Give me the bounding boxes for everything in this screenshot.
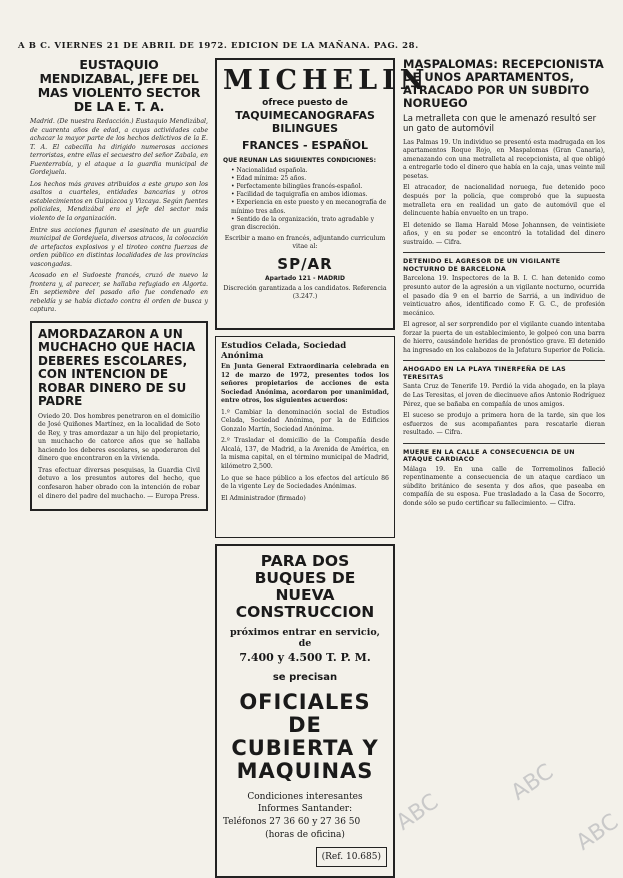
ad-condition-item: • Nacionalidad española.	[231, 167, 308, 175]
ad-footer: Discreción garantizada a los candidatos. Referencia (3.247.)	[223, 284, 387, 301]
article-mendizabal	[30, 58, 208, 315]
notice-title: Estudios Celada, Sociedad Anónima	[221, 341, 347, 361]
article-paragraph: Acosado en el Sudoeste francés, cruzó de nuevo la frontera y, al parecer, se hallaba refugiado en Algorta. En septiembre del pasado año fue condenado en rebeldía y se había dictado contra él orden de busca y captura.	[30, 272, 208, 314]
ad-address: Apartado 121 - MADRID	[265, 274, 345, 282]
headline-mendizabal: EUSTAQUIO MENDIZABAL, JEFE DEL MAS VIOLENTO SECTOR DE LA E. T. A.	[37, 57, 201, 114]
headline-ataque-cardiaco: MUERE EN LA CALLE A CONSECUENCIA DE UN ATAQUE CARDIACO	[403, 448, 575, 464]
article-paragraph: El atracador, de nacionalidad noruega, fue detenido poco después por la policía, que comprobó que la supuesta metralleta era en realidad un gato de automóvil que el delincuente había envuelto en un trapo.	[403, 184, 605, 218]
ad-condition-item: • Facilidad de taquigrafía en ambos idiomas.	[231, 191, 368, 199]
ad-instructions: Escribir a mano en francés, adjuntando curriculum vitae al:	[224, 234, 386, 251]
michelin-logo: MICHELIN	[223, 65, 430, 96]
ad-michelin	[215, 58, 430, 330]
ad-languages: FRANCES - ESPAÑOL	[241, 139, 368, 153]
article-amordazaron	[30, 321, 208, 511]
ad-tonnage: 7.400 y 4.500 T. P. M.	[239, 651, 371, 665]
ad-conditions-heading: QUE REUNAN LAS SIGUIENTES CONDICIONES:	[223, 157, 377, 165]
divider	[403, 443, 605, 444]
article-maspalomas	[403, 58, 605, 247]
notice-paragraph: En Junta General Extraordinaria celebrada en 12 de marzo de 1972, presentes todos los señores propietarios de acciones de esta Sociedad Anónima, acordaron por unanimidad, entre otros, los siguientes acuerdos:	[221, 363, 389, 405]
article-paragraph: Los hechos más graves atribuidos a este grupo son los asaltos a cuarteles, entidades bancarias y otros establecimientos en Guipúzcoa y Vizcaya. Según fuentes policiales, Mendizábal era el jefe del sector más violento de la organización.	[30, 180, 208, 223]
article-lead: La metralleta con que le amenazó resultó ser un gato de automóvil	[403, 113, 597, 135]
ad-line: Condiciones interesantes	[247, 791, 363, 802]
ad-condition-item: • Edad mínima: 25 años.	[231, 175, 307, 183]
page-header: A B C. VIERNES 21 DE ABRIL DE 1972. EDICION DE LA MAÑANA. PAG. 28.	[18, 41, 419, 51]
column-left	[30, 58, 208, 848]
ad-line: se precisan	[272, 672, 338, 684]
article-ahogado	[403, 366, 605, 437]
ad-line: ofrece puesto de	[262, 98, 348, 108]
article-paragraph: Madrid. (De nuestra Redacción.) Eustaquio Mendizábal, de cuarenta años de edad, a cuyas actividades cabe achacar la mayor parte de los hechos delictivos de la E. T. A. El cabecilla ha dirigido numerosas acciones terroristas, entre ellas el secuestro del señor Zabala, en Fuenterrabía, y el ataque a la guardia municipal de Gordejuela.	[30, 118, 208, 177]
notice-estudios-celada	[215, 336, 395, 538]
article-paragraph: Málaga 19. En una calle de Torremolinos falleció repentinamente a consecuencia de un ataque cardíaco un súbdito británico de sesenta y dos años, que paseaba en compañía de su esposa. Fue trasladado a la Casa de Socorro, donde sólo se pudo certificar su fallecimiento. — Cifra.	[403, 465, 605, 507]
article-paragraph: Oviedo 20. Dos hombres penetraron en el domicilio de José Quiñones Martínez, en la localidad de Soto de Rey, y tras amordazar a un hijo del propietario, un muchacho de catorce años que se hallaba haciendo los deberes escolares, se apoderaron del dinero que encontraron en la vivienda.	[38, 412, 200, 463]
headline-vigilante: DETENIDO EL AGRESOR DE UN VIGILANTE NOCTURNO DE BARCELONA	[403, 258, 561, 273]
notice-signature: El Administrador (firmado)	[221, 494, 306, 502]
ad-line: próximos entrar en servicio, de	[230, 627, 380, 650]
article-paragraph: El agresor, al ser sorprendido por el vigilante cuando intentaba forzar la puerta de un establecimiento, le golpeó con una barra de hierro, causándole heridas de pronóstico grave. El detenido ha ingresado en los calabozos de la Jefatura Superior de Policía.	[403, 321, 605, 354]
column-right	[403, 58, 605, 848]
notice-paragraph: 2.º Trasladar el domicilio de la Compañía desde Alcalá, 137, de Madrid, a la Avenida de América, en la misma capital, en el término municipal de Madrid, kilómetro 2,500.	[221, 437, 389, 471]
ad-condition-item: • Perfectamente bilingües francés-español.	[231, 183, 363, 191]
ad-condition-item: • Experiencia en este puesto y en mecanografía de mínimo tres años.	[231, 199, 387, 215]
article-paragraph: Barcelona 19. Inspectores de la B. I. C. han detenido como presunto autor de la agresión a un vigilante nocturno, ocurrida el pasado día 9 en el barrio de Sarriá, a un individuo de veinticuatro años, identificado como F. G. C., de profesión mecánico.	[403, 275, 605, 317]
article-paragraph: Tras efectuar diversas pesquisas, la Guardia Civil detuvo a los presuntos autores del hecho, que confesaron haber obrado con la intención de robar el dinero del padre del muchacho. — Europa Press.	[38, 466, 200, 500]
abc-watermark: ABC	[506, 759, 559, 806]
ad-line: (horas de oficina)	[265, 829, 345, 840]
article-paragraph: Santa Cruz de Tenerife 19. Perdió la vida ahogado, en la playa de Las Teresitas, el joven de diecinueve años Antonio Rodríguez Pérez, que se bañaba en compañía de unos amigos.	[403, 383, 605, 408]
abc-watermark: ABC	[391, 789, 444, 836]
abc-watermark: ABC	[571, 809, 623, 856]
ad-condition-item: • Sentido de la organización, trato agradable y gran discreción.	[231, 215, 375, 231]
ad-job-title: TAQUIMECANOGRAFAS BILINGUES	[235, 109, 375, 135]
ad-agency-logo: SP/AR	[277, 254, 333, 273]
headline-maspalomas: MASPALOMAS: RECEPCIONISTA DE UNOS APARTAMENTOS, ATRACADO POR UN SUBDITO NORUEGO	[403, 57, 604, 110]
article-paragraph: El detenido se llama Harald Mose Johannsen, de veintisiete años, y en su poder se encontró la totalidad del dinero sustraído. — Cifra.	[403, 221, 605, 246]
headline-amordazaron: AMORDAZARON A UN MUCHACHO QUE HACIA DEBERES ESCOLARES, CON INTENCION DE ROBAR DINERO DE SU PADRE	[38, 327, 196, 409]
notice-paragraph: Lo que se hace público a los efectos del artículo 86 de la vigente Ley de Sociedades Anónimas.	[221, 474, 389, 491]
article-paragraph: Entre sus acciones figuran el asesinato de un guardia municipal de Gordejuela, diversos atracos, la colocación de artefactos explosivos y el tiroteo contra fuerzas de orden público en distintas localidades de las provincias vascongadas.	[30, 226, 208, 268]
divider	[403, 252, 605, 253]
divider	[403, 360, 605, 361]
ad-phones: Teléfonos 27 36 60 y 27 36 50	[223, 816, 361, 827]
headline-ahogado: AHOGADO EN LA PLAYA TINERFEÑA DE LAS TERESITAS	[403, 366, 567, 381]
article-ataque-cardiaco	[403, 449, 605, 509]
ad-buques-heading: PARA DOS BUQUES DE NUEVA CONSTRUCCION	[235, 552, 375, 622]
notice-paragraph: 1.º Cambiar la denominación social de Estudios Celada, Sociedad Anónima, por la de Edificios Gonzalo Martín, Sociedad Anónima.	[221, 408, 389, 433]
ad-conditions-list	[223, 167, 387, 232]
ad-positions: OFICIALES DE CUBIERTA Y MAQUINAS	[231, 690, 379, 784]
article-paragraph: El suceso se produjo a primera hora de la tarde, sin que los esfuerzos de sus acompañantes para rescatarle dieran resultado. — Cifra.	[403, 412, 605, 437]
ad-line: Informes Santander:	[257, 803, 353, 814]
article-paragraph: Las Palmas 19. Un individuo se presentó esta madrugada en los apartamentos Roque Rojo, en Maspalomas (Gran Canaria), amenazando con una metralleta al recepcionista, al que obligó a entregarle todo el dinero que había en la caja, unas veinte mil pesetas.	[403, 138, 605, 180]
ad-reference: (Ref. 10.685)	[316, 847, 387, 867]
article-vigilante	[403, 258, 605, 355]
ad-buques	[215, 544, 395, 878]
